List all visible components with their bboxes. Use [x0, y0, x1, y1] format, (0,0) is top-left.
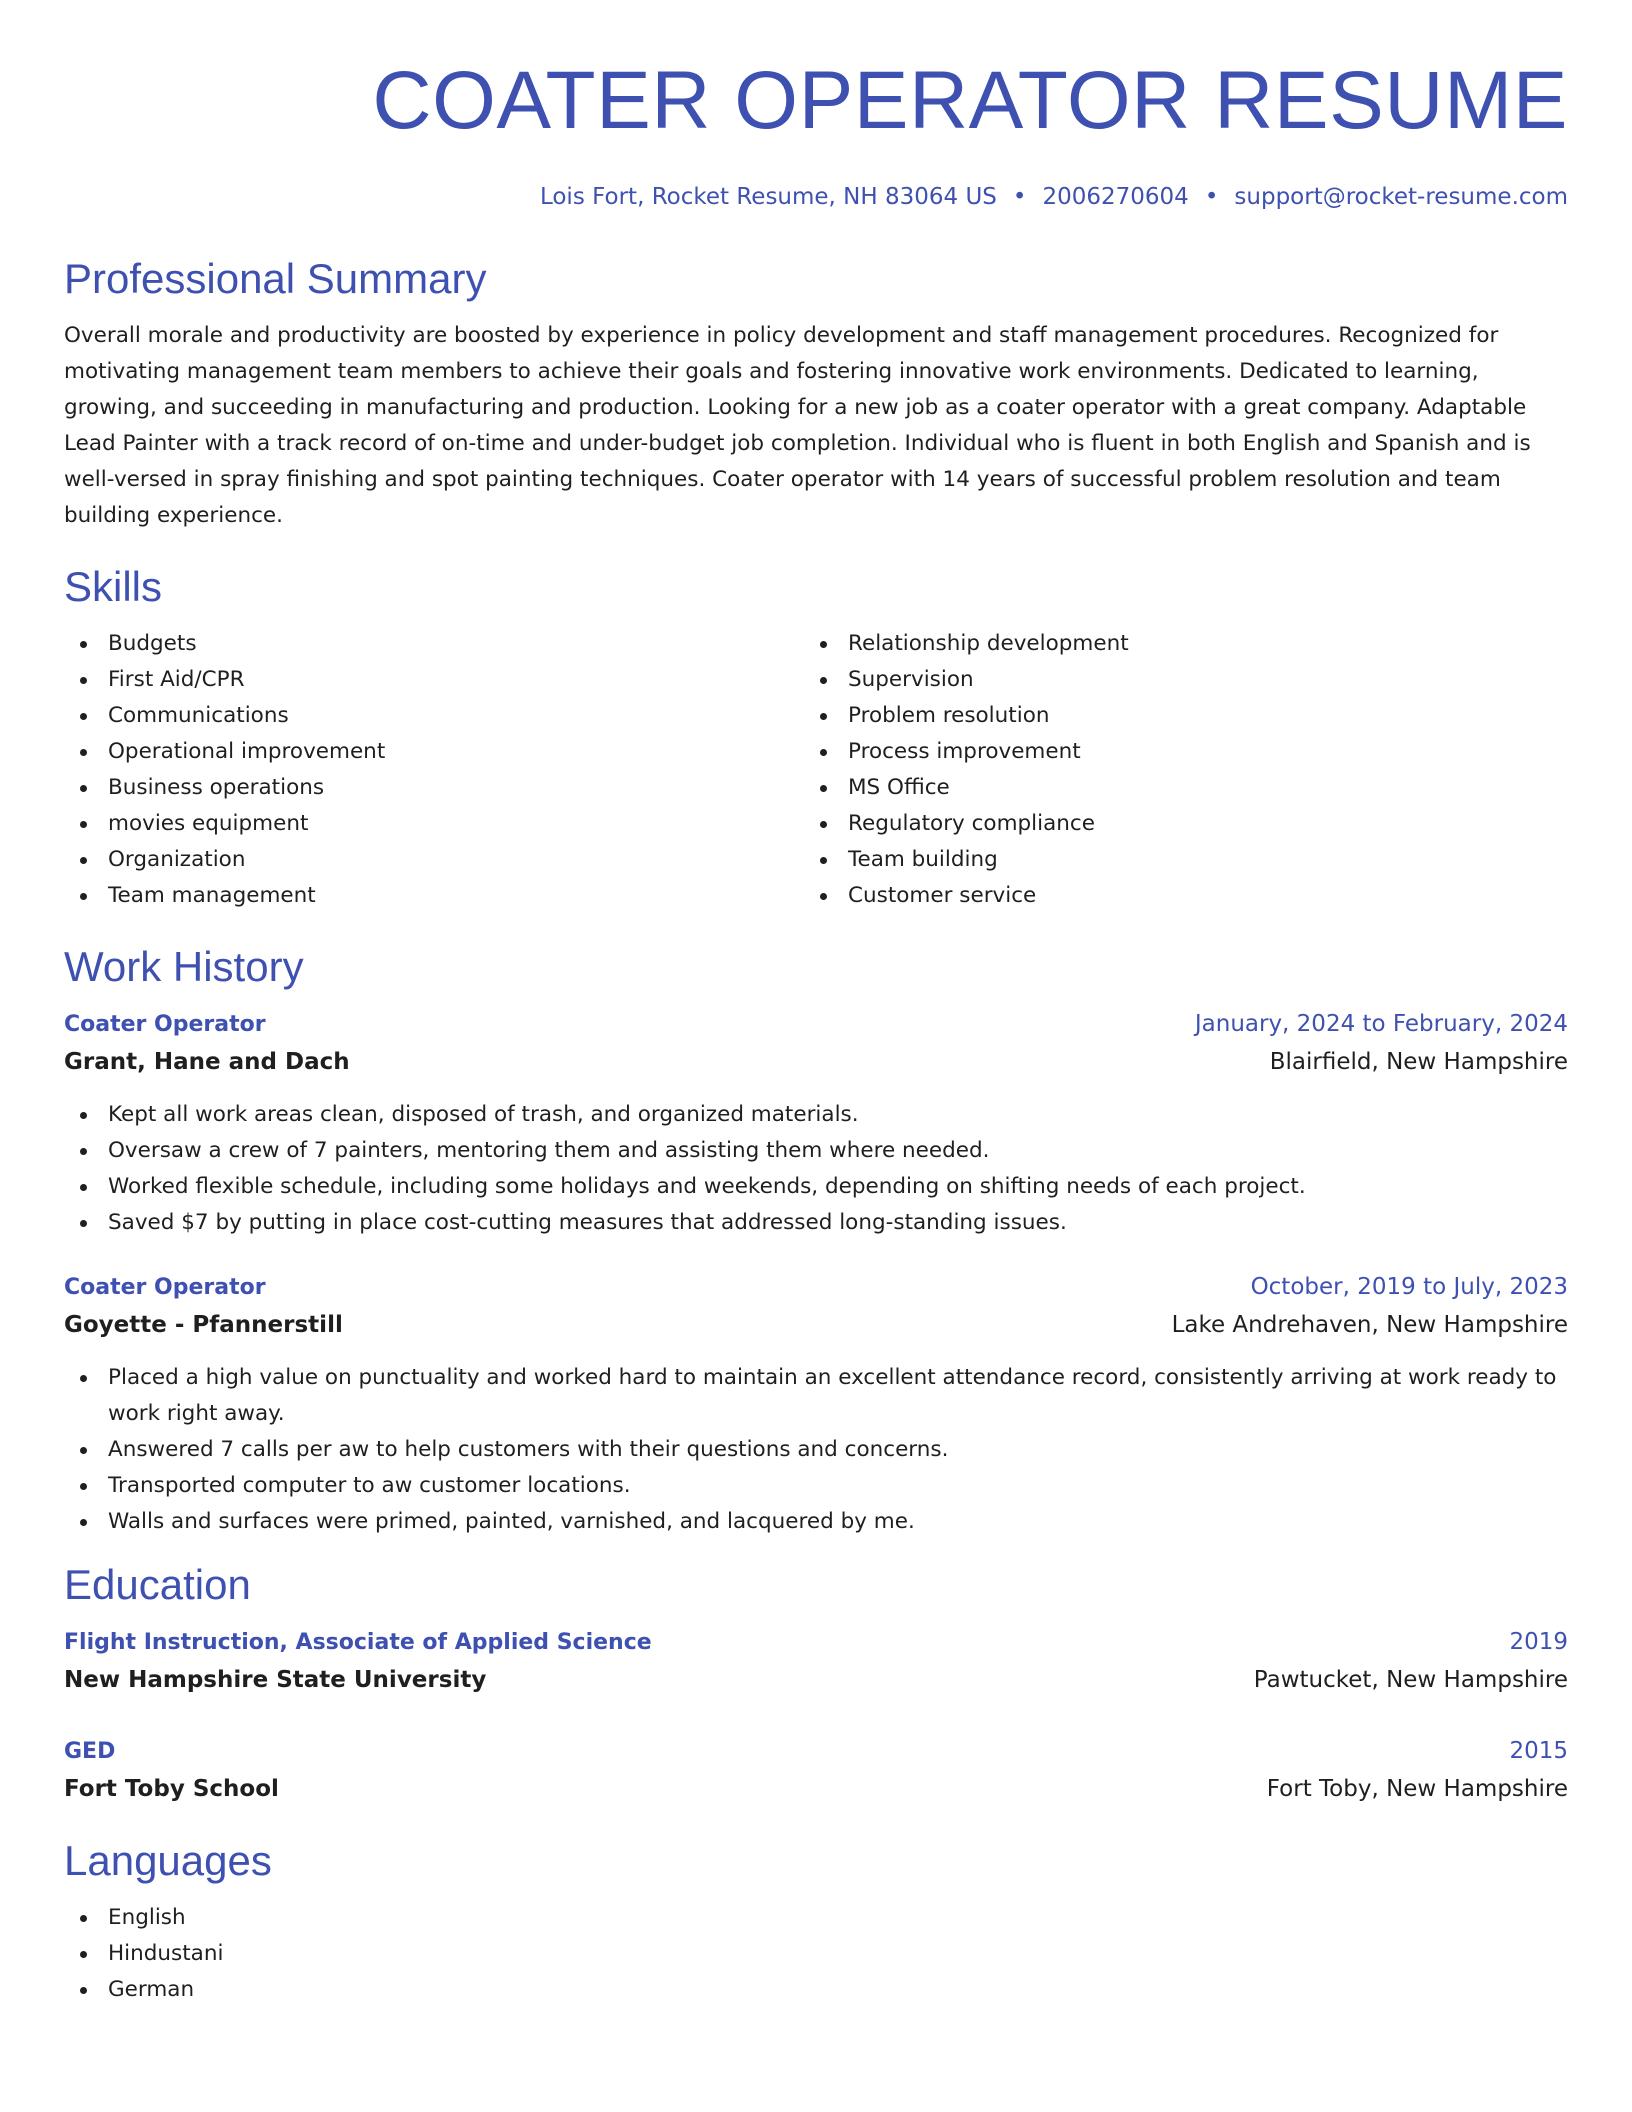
skill-item: Organization — [64, 842, 804, 878]
job-location: Lake Andrehaven, New Hampshire — [1171, 1312, 1568, 1338]
skill-item: MS Office — [804, 770, 1568, 806]
job-bullet: Answered 7 calls per aw to help customers with their questions and concerns. — [64, 1432, 1568, 1468]
summary-text: Overall morale and productivity are boosted by experience in policy development and staff management procedures. Recognized for motivating management team members to achieve their goals and fostering innovative work environments. Dedicated to learning, growing, and succeeding in manufacturing and production. Looking for a new job as a coater operator with a great company. Adaptable Lead Painter with a track record of on-time and under-budget job completion. Individual who is fluent in both English and Spanish and is well-versed in spray finishing and spot painting techniques. Coater operator with 14 years of successful problem resolution and team building experience. — [64, 323, 1531, 528]
skill-item: Relationship development — [804, 626, 1568, 662]
skill-item: Team management — [64, 878, 804, 914]
job-bullet: Saved $7 by putting in place cost-cutting measures that addressed long-standing issues. — [64, 1205, 1568, 1241]
job-bullet: Kept all work areas clean, disposed of trash, and organized materials. — [64, 1097, 1568, 1133]
job-bullet: Placed a high value on punctuality and worked hard to maintain an excellent attendance record, consistently arriving at work ready to work right away. — [64, 1360, 1568, 1432]
skill-item: Customer service — [804, 878, 1568, 914]
education-degree: GED — [64, 1739, 116, 1764]
job-dates: October, 2019 to July, 2023 — [1250, 1274, 1568, 1300]
job-location: Blairfield, New Hampshire — [1269, 1049, 1568, 1075]
job-entry — [64, 1269, 1568, 1540]
education-year: 2019 — [1509, 1629, 1568, 1655]
skill-item: Supervision — [804, 662, 1568, 698]
job-title-row — [64, 1269, 1568, 1306]
skill-item: Process improvement — [804, 734, 1568, 770]
job-bullet: Oversaw a crew of 7 painters, mentoring them and assisting them where needed. — [64, 1133, 1568, 1169]
education-entry — [64, 1733, 1568, 1808]
job-company-row — [64, 1043, 1568, 1081]
contact-email: support@rocket-resume.com — [1234, 184, 1568, 210]
education-school: New Hampshire State University — [64, 1667, 487, 1693]
skill-item: Problem resolution — [804, 698, 1568, 734]
education-entry — [64, 1624, 1568, 1699]
contact-separator: • — [1204, 184, 1219, 210]
education-heading: Education — [64, 1561, 251, 1608]
skills-columns — [64, 626, 1568, 914]
languages-list — [64, 1900, 1568, 2008]
skill-item: Team building — [804, 842, 1568, 878]
job-bullet: Worked flexible schedule, including some holidays and weekends, depending on shifting needs of each project. — [64, 1169, 1568, 1205]
education-school-row — [64, 1770, 1568, 1808]
education-school-row — [64, 1661, 1568, 1699]
skills-list-right — [804, 626, 1568, 914]
skill-item: Budgets — [64, 626, 804, 662]
education-location: Fort Toby, New Hampshire — [1266, 1776, 1568, 1802]
contact-phone: 2006270604 — [1042, 184, 1189, 210]
languages-heading: Languages — [64, 1837, 272, 1884]
education-degree-row — [64, 1733, 1568, 1770]
job-company: Grant, Hane and Dach — [64, 1049, 350, 1075]
job-title-row — [64, 1006, 1568, 1043]
language-item: English — [64, 1900, 1568, 1936]
contact-separator: • — [1012, 184, 1027, 210]
skills-heading: Skills — [64, 563, 163, 610]
language-item: Hindustani — [64, 1936, 1568, 1972]
job-dates: January, 2024 to February, 2024 — [1194, 1011, 1568, 1037]
skill-item: Business operations — [64, 770, 804, 806]
contact-line — [64, 182, 1568, 212]
job-company: Goyette - Pfannerstill — [64, 1312, 343, 1338]
skills-list-left — [64, 626, 804, 914]
skill-item: Communications — [64, 698, 804, 734]
education-degree: Flight Instruction, Associate of Applied Science — [64, 1630, 652, 1655]
page-title: COATER OPERATOR RESUME — [372, 55, 1568, 146]
skill-item: Regulatory compliance — [804, 806, 1568, 842]
job-title: Coater Operator — [64, 1275, 266, 1300]
summary-heading: Professional Summary — [64, 255, 487, 302]
language-item: German — [64, 1972, 1568, 2008]
work-heading: Work History — [64, 943, 304, 990]
education-school: Fort Toby School — [64, 1776, 279, 1802]
skill-item: movies equipment — [64, 806, 804, 842]
job-bullets — [64, 1360, 1568, 1540]
job-title: Coater Operator — [64, 1012, 266, 1037]
skill-item: First Aid/CPR — [64, 662, 804, 698]
education-degree-row — [64, 1624, 1568, 1661]
resume-page — [64, 0, 1568, 2008]
job-bullet: Walls and surfaces were primed, painted, varnished, and lacquered by me. — [64, 1504, 1568, 1540]
job-entry — [64, 1006, 1568, 1241]
job-bullet: Transported computer to aw customer locations. — [64, 1468, 1568, 1504]
job-bullets — [64, 1097, 1568, 1241]
skill-item: Operational improvement — [64, 734, 804, 770]
job-company-row — [64, 1306, 1568, 1344]
education-year: 2015 — [1509, 1738, 1568, 1764]
education-location: Pawtucket, New Hampshire — [1253, 1667, 1568, 1693]
contact-address: Lois Fort, Rocket Resume, NH 83064 US — [539, 184, 997, 210]
